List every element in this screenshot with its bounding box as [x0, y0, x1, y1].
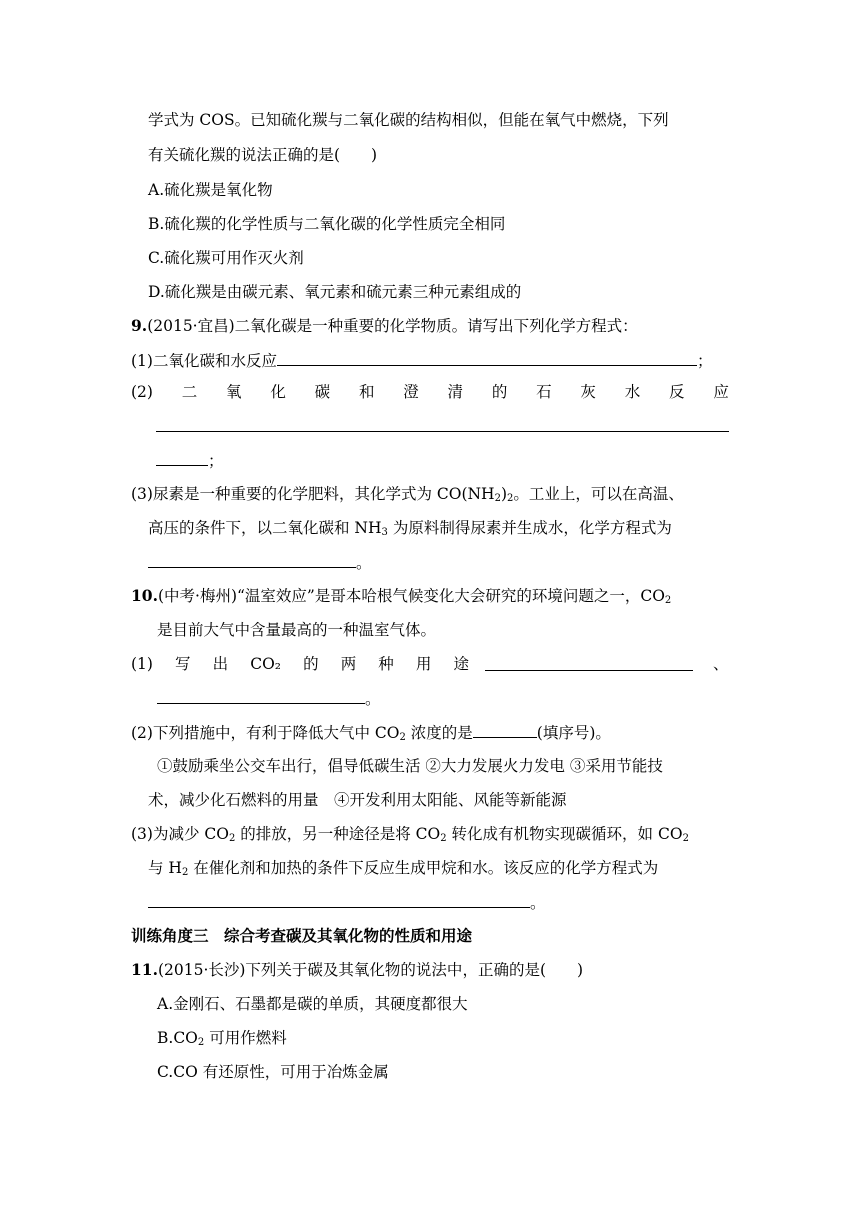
q8-option-c: C.硫化羰可用作灭火剂 — [148, 249, 304, 267]
q10-part1-blank-2[interactable] — [157, 688, 365, 704]
q10-part2-text: 浓度的是 — [405, 724, 473, 742]
subscript: 2 — [399, 732, 406, 743]
subscript: 3 — [381, 527, 388, 538]
q10-part2 — [131, 722, 611, 743]
q9-part2-char: 应 — [713, 383, 729, 401]
section-heading: 训练角度三 综合考查碳及其氧化物的性质和用途 — [131, 927, 473, 945]
subscript: 2 — [507, 493, 514, 504]
q9-stem — [131, 316, 638, 336]
q9-part3-text: 为原料制得尿素并生成水，化学方程式为 — [387, 519, 672, 537]
q10-options-line2: 术，减少化石燃料的用量 ④开发利用太阳能、风能等新能源 — [148, 791, 567, 809]
q9-part3-line2 — [148, 518, 672, 538]
q11-option-b-text: 可用作燃料 — [204, 1029, 287, 1047]
q9-part2-text — [131, 382, 729, 402]
q9-part3-line3 — [148, 552, 372, 573]
subscript: 2 — [664, 595, 672, 606]
q10-part2-blank[interactable] — [473, 722, 537, 738]
q9-part1 — [131, 350, 712, 371]
q8-stem-continued-1: 学式为 COS。已知硫化羰与二氧化碳的结构相似，但能在氧气中燃烧，下列 — [148, 111, 669, 129]
q9-part3-text: (3)尿素是一种重要的化学肥料，其化学式为 CO(NH — [131, 485, 495, 503]
q10-part3-blank[interactable] — [148, 892, 530, 908]
subscript: 2 — [682, 833, 689, 844]
q9-part2-char: 反 — [669, 383, 685, 401]
q11-option-b — [157, 1028, 287, 1048]
q10-part1-separator: 、 — [713, 655, 729, 673]
q10-part3-text: (3)为减少 CO — [131, 825, 229, 843]
q9-part3-text: 。工业上，可以在高温、 — [513, 485, 684, 503]
q10-stem-line1 — [131, 586, 671, 606]
q9-part2-char: 氧 — [226, 383, 242, 401]
q10-part3-text: 的排放，另一种途径是将 CO — [235, 825, 441, 843]
q10-part3-line2 — [148, 858, 658, 878]
q11-option-b-text: B.CO — [157, 1029, 198, 1047]
q11-option-c: C.CO 有还原性，可用于冶炼金属 — [157, 1063, 389, 1081]
q10-part1-char: (1) — [131, 655, 153, 673]
q10-part3-period: 。 — [530, 894, 546, 912]
q9-part2-end — [156, 450, 224, 471]
q10-part3-text: 在催化剂和加热的条件下反应生成甲烷和水。该反应的化学方程式为 — [188, 859, 659, 877]
q9-part3-text: 高压的条件下，以二氧化碳和 NH — [148, 519, 382, 537]
q9-part2-char: 和 — [358, 383, 375, 401]
q9-part2-char: 的 — [491, 383, 508, 401]
q11-stem-text: (2015·长沙)下列关于碳及其氧化物的说法中，正确的是( ) — [157, 961, 584, 979]
q10-stem-line2: 是目前大气中含量最高的一种温室气体。 — [157, 621, 437, 639]
subscript: 2 — [197, 1037, 205, 1048]
subscript: 2 — [440, 833, 447, 844]
q9-number: 9. — [131, 316, 148, 335]
q9-part2-char: 灰 — [580, 383, 596, 401]
q8-stem-continued-2: 有关硫化羰的说法正确的是( ) — [148, 146, 378, 164]
q10-part3-text: 与 H — [148, 859, 182, 877]
q8-option-b: B.硫化羰的化学性质与二氧化碳的化学性质完全相同 — [148, 215, 506, 233]
q8-option-a: A.硫化羰是氧化物 — [148, 181, 273, 199]
q9-part1-text: (1)二氧化碳和水反应 — [131, 352, 277, 370]
q8-option-d: D.硫化羰是由碳元素、氧元素和硫元素三种元素组成的 — [148, 283, 522, 301]
q9-part3-period: 。 — [356, 554, 372, 572]
q9-part2-semicolon: ； — [208, 452, 224, 470]
q10-stem-text: (中考·梅州)“温室效应”是哥本哈根气候变化大会研究的环境问题之一，CO — [157, 587, 665, 605]
q11-number: 11. — [131, 960, 158, 979]
q9-part2-char: 二 — [181, 383, 198, 401]
q10-part1-period: 。 — [365, 690, 381, 708]
q9-part2-char: 清 — [447, 383, 464, 401]
q9-stem-text: (2015·宜昌)二氧化碳是一种重要的化学物质。请写出下列化学方程式： — [147, 317, 638, 335]
q10-part1-char: 两 — [340, 655, 357, 673]
q9-part2-char: 石 — [536, 383, 552, 401]
q9-part2-char: 化 — [270, 383, 286, 401]
q9-part2-char: (2) — [131, 383, 153, 401]
q10-part1-blank-1[interactable] — [485, 670, 693, 671]
q10-part3-text: 转化成有机物实现碳循环，如 CO — [446, 825, 683, 843]
q9-part2-blank-line1[interactable] — [156, 431, 729, 432]
q9-part2-char: 澄 — [403, 383, 419, 401]
q9-part2-char: 碳 — [314, 383, 331, 401]
q11-option-a: A.金刚石、石墨都是碳的单质，其硬度都很大 — [157, 995, 468, 1013]
q10-part2-text: (填序号)。 — [536, 724, 611, 742]
q9-part1-semicolon: ； — [696, 352, 713, 370]
q10-part1-char: 种 — [378, 655, 394, 673]
q9-part2-char: 水 — [624, 383, 641, 401]
q10-part1-char: CO₂ — [250, 655, 282, 673]
q10-part1-line2 — [157, 688, 381, 709]
q10-part1-char: 途 — [453, 655, 469, 673]
q10-part3-line1 — [131, 824, 689, 844]
q10-part1-char: 的 — [303, 655, 319, 673]
q10-number: 10. — [131, 586, 158, 605]
q10-part1-char: 用 — [415, 655, 432, 673]
q10-part1-char: 写 — [175, 655, 191, 673]
q10-part3-line3 — [148, 892, 546, 913]
subscript: 2 — [228, 833, 236, 844]
q9-part3-text: ) — [500, 485, 508, 503]
q9-part2-blank-line2[interactable] — [156, 450, 208, 466]
q10-part2-text: (2)下列措施中，有利于降低大气中 CO — [131, 724, 400, 742]
q9-part1-blank[interactable] — [277, 350, 697, 366]
q10-part1-char: 出 — [212, 655, 229, 673]
q9-part3-blank[interactable] — [148, 552, 356, 568]
q10-options-line1: ①鼓励乘坐公交车出行，倡导低碳生活 ②大力发展火力发电 ③采用节能技 — [157, 757, 663, 775]
q9-part3-line1 — [131, 484, 684, 504]
q10-part1-text — [131, 654, 469, 674]
subscript: 2 — [181, 867, 189, 878]
subscript: 2 — [494, 493, 501, 504]
q11-stem — [131, 960, 583, 980]
